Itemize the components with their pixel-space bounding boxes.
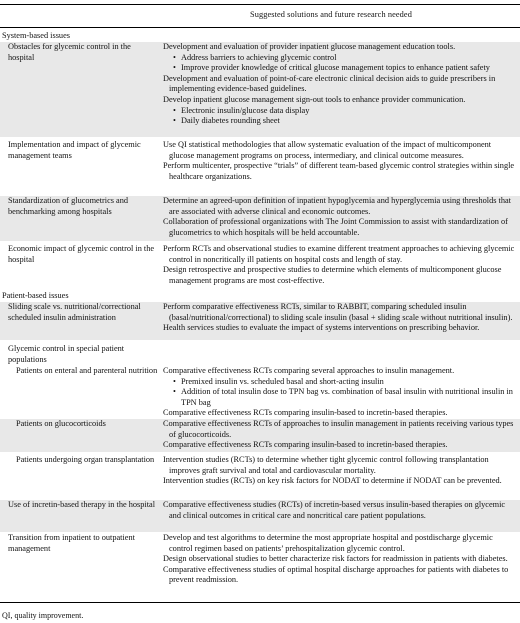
solution-text: Intervention studies (RCTs) on key risk factors for NODAT to determine if NODAT can be prevented. xyxy=(163,476,502,486)
solution-text: Perform comparative effectiveness RCTs, similar to RABBIT, comparing scheduled insulin (basal/nutritional/correctional) to sliding scale insulin (basal + sliding scale without nutritional insulin). xyxy=(163,302,513,322)
solution-text: Determine an agreed-upon definition of inpatient hypoglycemia and hyperglycemia using thresholds that are associated with adverse clinical and economic outcomes. xyxy=(163,196,511,216)
solution-text: Comparative effectiveness RCTs comparing insulin-based to incretin-based therapies. xyxy=(163,440,448,450)
bullet-item: • Electronic insulin/glucose data display xyxy=(163,106,518,117)
row-solutions xyxy=(163,533,518,586)
table-row xyxy=(0,140,520,194)
row-solutions xyxy=(163,140,518,182)
bullet-item: • Improve provider knowledge of critical glucose management topics to enhance patient safety xyxy=(163,63,518,74)
column-header: Suggested solutions and future research needed xyxy=(250,10,412,19)
top-rule xyxy=(0,4,520,5)
solution-text: Health services studies to evaluate the impact of systems interventions on prescribing behavior. xyxy=(163,323,480,333)
section-system-based: System-based issues xyxy=(2,31,70,40)
solution-text: Perform RCTs and observational studies to examine different treatment approaches to achieving glycemic control in noncritically ill patients on hospital costs and length of stay. xyxy=(163,244,515,264)
table-row xyxy=(0,500,520,532)
row-label: Economic impact of glycemic control in the hospital xyxy=(8,244,155,264)
solution-text: Development and evaluation of point-of-care electronic clinical decision aids to guide prescribers in implementing evidence-based guidelines. xyxy=(163,73,496,94)
table-row xyxy=(0,196,520,241)
table-row xyxy=(0,419,520,452)
row-solutions xyxy=(163,42,518,127)
section-patient-based: Patient-based issues xyxy=(2,291,69,300)
solution-text: Design retrospective and prospective studies to determine which elements of multicomponent glucose management programs are most cost-effective. xyxy=(163,265,502,285)
table-row xyxy=(0,344,520,366)
bottom-rule xyxy=(0,602,520,603)
bullet-item: • Daily diabetes rounding sheet xyxy=(163,116,518,127)
row-solutions xyxy=(163,500,518,521)
table-row xyxy=(0,533,520,597)
table-row xyxy=(0,302,520,340)
row-label: Patients on glucocorticoids xyxy=(16,419,106,428)
solution-text: Collaboration of professional organizations with The Joint Commission to assist with standardization of glucometrics to which hospitals will be held accountable. xyxy=(163,217,508,237)
row-solutions xyxy=(163,244,518,286)
solution-text: Develop and test algorithms to determine the most appropriate hospital and postdischarge glycemic control regimen based on patients’ prehospitalization glycemic control. xyxy=(163,533,493,553)
row-solutions xyxy=(163,366,518,419)
table-row xyxy=(0,42,520,137)
row-label: Use of incretin-based therapy in the hospital xyxy=(8,500,155,509)
row-label: Implementation and impact of glycemic management teams xyxy=(8,140,141,160)
table-row xyxy=(0,244,520,289)
row-label: Transition from inpatient to outpatient management xyxy=(8,533,135,553)
row-label: Glycemic control in special patient populations xyxy=(8,344,125,364)
table-row xyxy=(0,366,520,417)
solution-text: Perform multicenter, prospective “trials” of different team-based glycemic control strategies within single healthcare organizations. xyxy=(163,161,515,181)
row-label: Standardization of glucometrics and benchmarking among hospitals xyxy=(8,196,129,216)
row-solutions xyxy=(163,196,518,238)
row-label: Obstacles for glycemic control in the hospital xyxy=(8,42,131,62)
solution-text: Comparative effectiveness RCTs comparing several approaches to insulin management. xyxy=(163,366,455,375)
solution-text: Comparative effectiveness studies of optimal hospital discharge approaches for patients with diabetes to prevent readmission. xyxy=(163,564,509,585)
solution-text: Use QI statistical methodologies that allow systematic evaluation of the impact of multicomponent glucose management programs on process, intermediary, and clinical outcome measures. xyxy=(163,140,492,160)
solution-text: Comparative effectiveness studies (RCTs) of incretin-based versus insulin-based therapies on glycemic and clinical outcomes in critical care and noncritical care patient populations. xyxy=(163,500,506,520)
solution-text: Intervention studies (RCTs) to determine whether tight glycemic control following transplantation improves graft survival and total and cardiovascular mortality. xyxy=(163,455,489,475)
solution-text: Comparative effectiveness RCTs of approaches to insulin management in patients receiving various types of glucocorticoids. xyxy=(163,419,514,439)
solution-text: Develop inpatient glucose management sign-out tools to enhance provider communication. xyxy=(163,94,466,104)
header-rule xyxy=(0,27,520,28)
bullet-item: • Premixed insulin vs. scheduled basal and short-acting insulin xyxy=(163,377,518,388)
row-label: Patients on enteral and parenteral nutrition xyxy=(16,366,158,375)
solution-text: Design observational studies to better characterize risk factors for readmission in patients with diabetes. xyxy=(163,554,508,564)
row-solutions xyxy=(163,455,518,487)
footnote: QI, quality improvement. xyxy=(2,611,84,620)
row-solutions xyxy=(163,302,518,334)
solution-text: Comparative effectiveness RCTs comparing insulin-based to incretin-based therapies. xyxy=(163,408,448,418)
table-row xyxy=(0,455,520,498)
row-label: Sliding scale vs. nutritional/correctional scheduled insulin administration xyxy=(8,302,141,322)
row-solutions xyxy=(163,419,518,451)
solution-text: Development and evaluation of provider inpatient glucose management education tools. xyxy=(163,42,456,51)
row-label: Patients undergoing organ transplantation xyxy=(16,455,155,464)
bullet-item: • Address barriers to achieving glycemic control xyxy=(163,53,518,64)
bullet-item: • Addition of total insulin dose to TPN bag vs. combination of basal insulin with nutritional insulin in TPN bag xyxy=(163,387,518,408)
